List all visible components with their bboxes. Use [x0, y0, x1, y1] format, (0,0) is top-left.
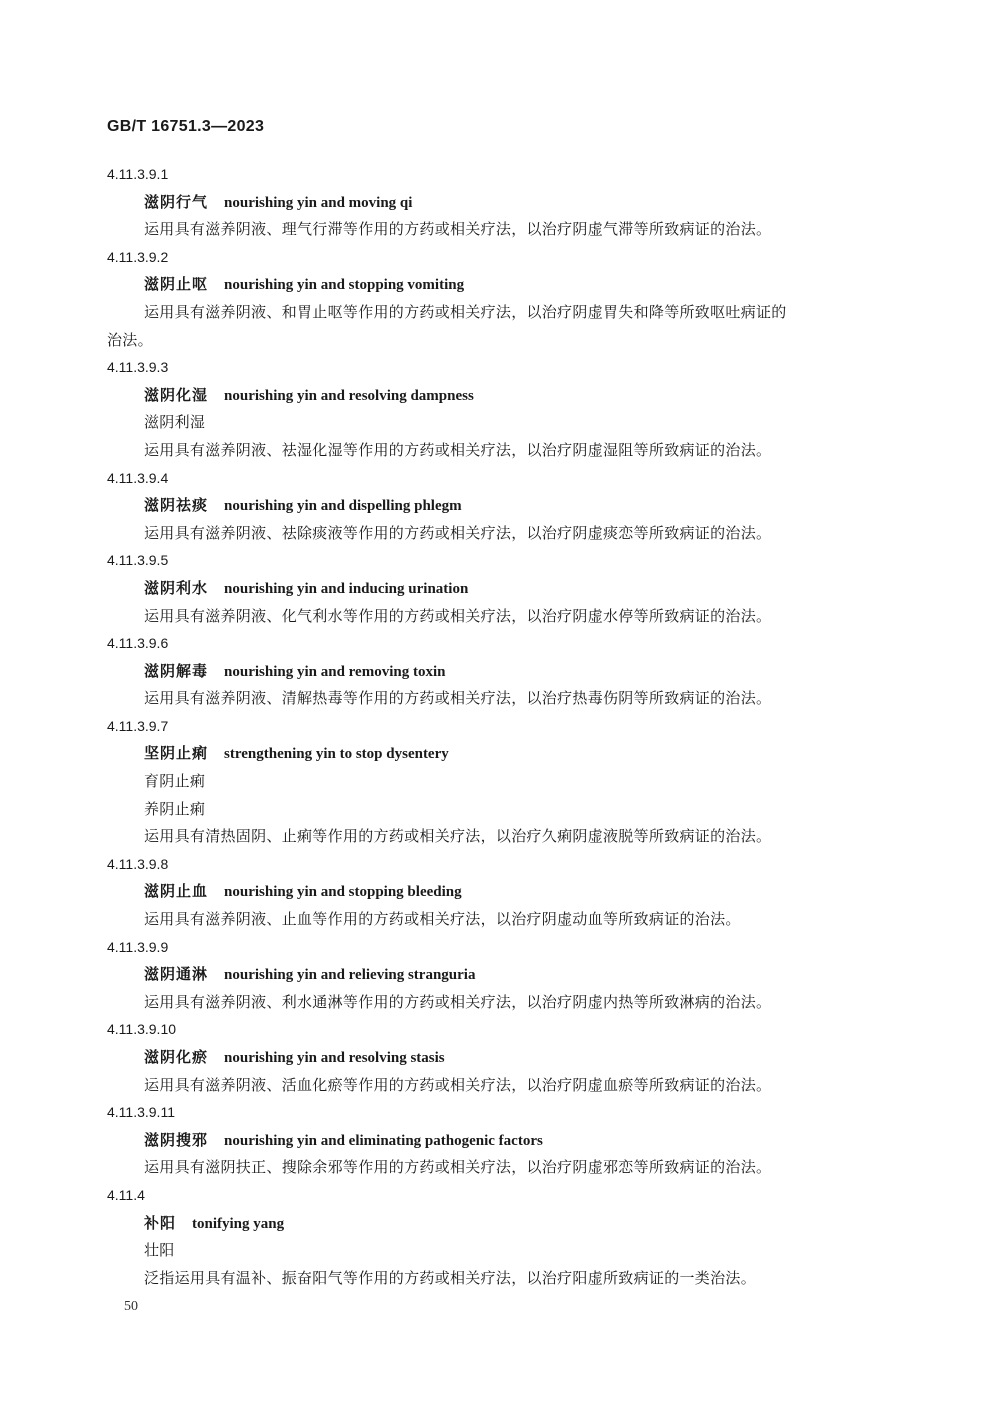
entry-number: 4.11.3.9.9 [107, 938, 169, 955]
entry-number: 4.11.3.9.10 [107, 1021, 177, 1038]
term-entry [107, 465, 897, 548]
standard-code: GB/T 16751.3—2023 [107, 118, 265, 135]
term-definition: 运用具有清热固阴、止痢等作用的方药或相关疗法，以治疗久痢阴虚液脱等所致病证的治法。 [144, 827, 772, 846]
term-english: nourishing yin and inducing urination [224, 580, 469, 597]
term-english: nourishing yin and dispelling phlegm [224, 498, 462, 515]
term-definition: 运用具有滋养阴液、化气利水等作用的方药或相关疗法，以治疗阴虚水停等所致病证的治法。 [144, 606, 772, 625]
term-definition: 运用具有滋养阴液、利水通淋等作用的方药或相关疗法，以治疗阴虚内热等所致淋病的治法。 [144, 992, 772, 1011]
term-definition: 运用具有滋养阴液、理气行滞等作用的方药或相关疗法，以治疗阴虚气滞等所致病证的治法。 [144, 220, 772, 239]
term-definition: 运用具有滋养阴液、清解热毒等作用的方药或相关疗法，以治疗热毒伤阴等所致病证的治法。 [144, 689, 772, 708]
term-entry [107, 851, 897, 934]
term-line [107, 492, 897, 520]
term-chinese: 滋阴利水 [144, 578, 209, 597]
entry-number: 4.11.3.9.2 [107, 248, 169, 265]
term-entry [107, 161, 897, 244]
page-number: 50 [124, 1299, 138, 1314]
term-entry [107, 1016, 897, 1099]
term-line [107, 1044, 897, 1072]
term-entry [107, 354, 897, 464]
term-line [107, 658, 897, 686]
term-line [107, 271, 897, 299]
term-chinese: 滋阴化湿 [144, 385, 209, 404]
term-english: nourishing yin and eliminating pathogenic factors [224, 1132, 543, 1149]
entry-number: 4.11.3.9.11 [107, 1104, 175, 1121]
term-chinese: 滋阴止血 [144, 882, 209, 901]
term-entry [107, 1099, 897, 1182]
term-chinese: 滋阴解毒 [144, 661, 209, 680]
term-english: nourishing yin and removing toxin [224, 663, 446, 680]
term-definition: 泛指运用具有温补、振奋阳气等作用的方药或相关疗法，以治疗阳虚所致病证的一类治法。 [144, 1268, 757, 1287]
entry-number: 4.11.3.9.8 [107, 855, 169, 872]
term-english: nourishing yin and moving qi [224, 194, 413, 211]
term-synonym: 滋阴利湿 [144, 413, 206, 432]
term-entry [107, 244, 897, 354]
term-chinese: 滋阴化瘀 [144, 1048, 209, 1066]
term-english: nourishing yin and stopping bleeding [224, 884, 462, 901]
term-line [107, 961, 897, 989]
term-chinese: 滋阴行气 [144, 192, 209, 211]
term-definition: 治法。 [107, 330, 153, 349]
term-chinese: 滋阴搜邪 [144, 1130, 209, 1149]
term-line [107, 382, 897, 410]
term-definition: 运用具有滋养阴液、祛除痰液等作用的方药或相关疗法，以治疗阴虚痰恋等所致病证的治法。 [144, 523, 772, 542]
term-chinese: 补阳 [144, 1213, 177, 1232]
term-english: tonifying yang [192, 1215, 285, 1232]
term-line [107, 1210, 897, 1238]
term-line [107, 575, 897, 603]
term-entry [107, 547, 897, 630]
term-synonym: 养阴止痢 [144, 799, 206, 818]
term-english: strengthening yin to stop dysentery [224, 746, 449, 763]
term-synonym: 育阴止痢 [144, 772, 206, 791]
term-entry [107, 934, 897, 1017]
entry-number: 4.11.3.9.1 [107, 166, 169, 182]
term-chinese: 滋阴止呕 [144, 275, 209, 294]
term-definition: 运用具有滋养阴液、和胃止呕等作用的方药或相关疗法，以治疗阴虚胃失和降等所致呕吐病证的 [144, 302, 787, 321]
entry-number: 4.11.3.9.4 [107, 469, 169, 486]
term-entry [107, 713, 897, 851]
term-line [107, 1127, 897, 1155]
entry-number: 4.11.3.9.3 [107, 359, 169, 376]
term-definition: 运用具有滋养阴液、祛湿化湿等作用的方药或相关疗法，以治疗阴虚湿阻等所致病证的治法。 [144, 440, 772, 459]
entry-number: 4.11.3.9.6 [107, 635, 169, 652]
term-english: nourishing yin and relieving stranguria [224, 967, 476, 984]
term-definition: 运用具有滋阴扶正、搜除余邪等作用的方药或相关疗法，以治疗阴虚邪恋等所致病证的治法。 [144, 1158, 772, 1177]
term-chinese: 坚阴止痢 [144, 744, 209, 763]
term-definition: 运用具有滋养阴液、活血化瘀等作用的方药或相关疗法，以治疗阴虚血瘀等所致病证的治法。 [144, 1075, 772, 1094]
entry-number: 4.11.4 [107, 1186, 145, 1203]
term-entry [107, 630, 897, 713]
entry-number: 4.11.3.9.5 [107, 552, 169, 569]
term-list [107, 161, 897, 1292]
term-line [107, 878, 897, 906]
term-english: nourishing yin and resolving stasis [224, 1050, 445, 1066]
term-entry [107, 1182, 897, 1292]
entry-number: 4.11.3.9.7 [107, 717, 169, 734]
term-line [107, 740, 897, 768]
term-synonym: 壮阳 [144, 1241, 175, 1260]
term-chinese: 滋阴通淋 [144, 965, 209, 984]
term-chinese: 滋阴祛痰 [144, 496, 209, 515]
term-english: nourishing yin and stopping vomiting [224, 277, 465, 294]
term-english: nourishing yin and resolving dampness [224, 387, 474, 404]
term-line [107, 189, 897, 217]
term-definition: 运用具有滋养阴液、止血等作用的方药或相关疗法，以治疗阴虚动血等所致病证的治法。 [144, 910, 741, 929]
